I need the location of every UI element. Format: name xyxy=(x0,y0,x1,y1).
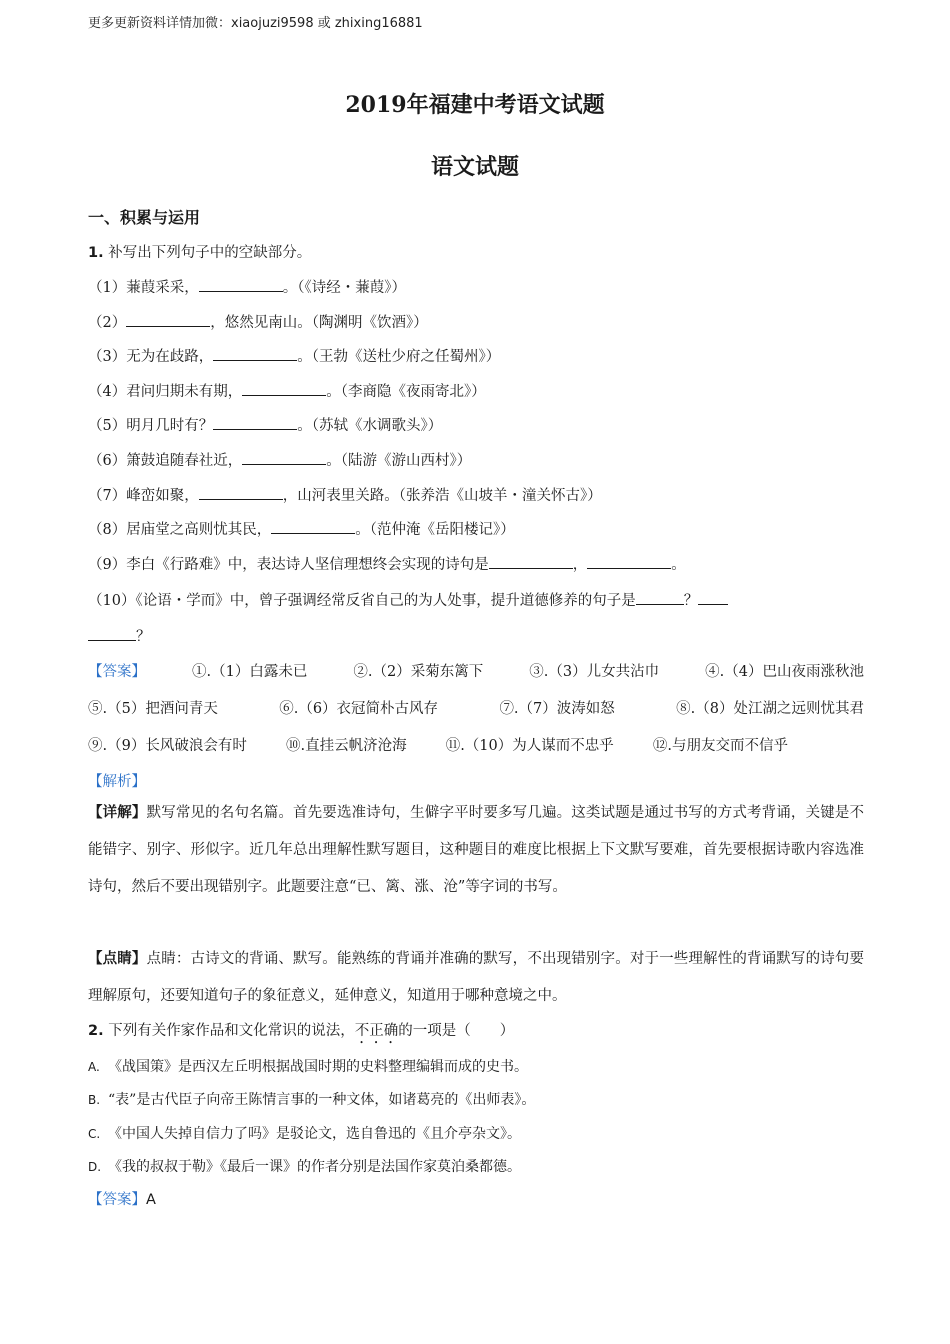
q1-item-10-cont xyxy=(88,625,151,646)
q1-item-4 xyxy=(88,380,486,401)
q1-item-8 xyxy=(88,518,515,539)
option-label: B. xyxy=(88,1093,101,1107)
option-c xyxy=(88,1123,521,1143)
item-source: ，山河表里关路。（张养浩《山坡羊・潼关怀古》） xyxy=(282,488,602,504)
item-source: ，悠然见南山。（陶渊明《饮酒》） xyxy=(210,315,428,331)
answer-item: ⑩.直挂云帆济沧海 xyxy=(285,738,407,754)
item-source: 。（范仲淹《岳阳楼记》） xyxy=(355,522,515,538)
answer-blank xyxy=(698,590,728,605)
answer-blank xyxy=(88,626,136,641)
item-source: 。（李商隐《夜雨寄北》） xyxy=(326,384,486,400)
option-text: 《中国人失掉自信力了吗》是驳论文，选自鲁迅的《且介亭杂文》。 xyxy=(108,1126,521,1142)
item-text: （1）蒹葭采采， xyxy=(88,280,199,296)
q1-item-5 xyxy=(88,414,442,435)
item-text: （2） xyxy=(88,315,127,331)
item-end: 。 xyxy=(671,557,686,573)
tip-tag: 【点睛】 xyxy=(88,950,147,967)
answer-blank xyxy=(271,519,355,534)
answer-blank xyxy=(489,554,573,569)
option-label: C. xyxy=(88,1127,101,1141)
q1-item-9 xyxy=(88,553,686,574)
item-separator: ？ xyxy=(683,593,699,609)
q2-answer xyxy=(88,1188,156,1209)
answer-row-3 xyxy=(88,734,788,755)
detail-paragraph xyxy=(88,794,864,906)
answer-item: ④.（4）巴山夜雨涨秋池 xyxy=(705,664,864,680)
answer-item: ⑧.（8）处江湖之远则忧其君 xyxy=(676,701,864,717)
answer-row-1 xyxy=(88,660,864,681)
answer-tag: 【答案】 xyxy=(88,1192,146,1208)
answer-row-2 xyxy=(88,697,864,718)
answer-item: ⑨.（9）长风破浪会有时 xyxy=(88,738,247,754)
item-text: （6）箫鼓追随春社近， xyxy=(88,453,243,469)
answer-blank xyxy=(636,590,684,605)
answer-blank xyxy=(587,554,671,569)
question-number: 2. xyxy=(88,1023,104,1039)
option-text: 《战国策》是西汉左丘明根据战国时期的史料整理编辑而成的史书。 xyxy=(108,1059,528,1075)
answer-item: ③.（3）儿女共沾巾 xyxy=(529,664,660,680)
option-label: D. xyxy=(88,1160,102,1174)
item-end: ？ xyxy=(136,629,151,645)
item-text: （4）君问归期未有期， xyxy=(88,384,243,400)
answer-blank xyxy=(199,485,283,500)
answer-blank xyxy=(199,277,283,292)
item-source: 。（苏轼《水调歌头》） xyxy=(297,418,443,434)
answer-blank xyxy=(126,312,210,327)
item-source: 。（陆游《游山西村》） xyxy=(326,453,472,469)
answer-item: ⑫.与朋友交而不信乎 xyxy=(652,738,788,754)
answer-item: ⑪.（10）为人谋而不忠乎 xyxy=(445,738,614,754)
answer-tag: 【答案】 xyxy=(88,664,146,680)
question-text: 补写出下列句子中的空缺部分。 xyxy=(108,245,312,261)
item-source: 。（王勃《送杜少府之任蜀州》） xyxy=(297,349,501,365)
q1-item-10 xyxy=(88,589,728,610)
q1-item-2 xyxy=(88,311,428,332)
page-header: 更多更新资料详情加微：xiaojuzi9598 或 zhixing16881 xyxy=(88,16,423,31)
answer-item: ⑤.（5）把酒问青天 xyxy=(88,701,218,717)
item-text: （5）明月几时有？ xyxy=(88,418,214,434)
answer-value: A xyxy=(146,1192,156,1208)
option-text: 《我的叔叔于勒》《最后一课》的作者分别是法国作家莫泊桑都德。 xyxy=(108,1159,521,1175)
option-a xyxy=(88,1056,528,1076)
item-text: （9）李白《行路难》中，表达诗人坚信理想终会实现的诗句是 xyxy=(88,557,489,573)
question-number: 1. xyxy=(88,245,104,261)
answer-blank xyxy=(213,346,297,361)
question-text-end: 的一项是（ ） xyxy=(398,1023,515,1039)
item-text: （8）居庙堂之高则忧其民， xyxy=(88,522,272,538)
answer-item: ⑦.（7）波涛如怒 xyxy=(499,701,615,717)
emphasis-text: 不正确 xyxy=(354,1023,399,1039)
detail-text: 默写常见的名句名篇。首先要选准诗句，生僻字平时要多写几遍。这类试题是通过书写的方式考背诵，关键是不能错字、别字、形似字。近几年总出理解性默写题目，这种题目的难度比根据上下文默写要难，首先要根据诗歌内容选准诗句，然后不要出现错别字。此题要注意“已、篱、涨、沧”等字词的书写。 xyxy=(88,805,864,895)
item-separator: ， xyxy=(572,557,588,573)
tip-paragraph xyxy=(88,940,864,1015)
item-text: （10）《论语・学而》中，曾子强调经常反省自己的为人处事，提升道德修养的句子是 xyxy=(88,593,636,609)
q1-item-1 xyxy=(88,276,406,297)
item-source: 。（《诗经・蒹葭》） xyxy=(282,280,406,296)
answer-item: ⑥.（6）衣冠简朴古风存 xyxy=(279,701,439,717)
item-text: （3）无为在歧路， xyxy=(88,349,214,365)
document-subtitle: 语文试题 xyxy=(430,154,519,180)
q1-item-3 xyxy=(88,345,500,366)
analysis-tag: 【解析】 xyxy=(88,774,146,790)
answer-item: ②.（2）采菊东篱下 xyxy=(353,664,484,680)
answer-blank xyxy=(242,381,326,396)
tip-text: 点睛：古诗文的背诵、默写。能熟练的背诵并准确的默写，不出现错别字。对于一些理解性的背诵默写的诗句要理解原句，还要知道句子的象征意义，延伸意义，知道用于哪种意境之中。 xyxy=(88,951,864,1004)
option-d xyxy=(88,1156,521,1176)
document-title: 2019年福建中考语文试题 xyxy=(345,92,605,118)
answer-blank xyxy=(213,415,297,430)
detail-tag: 【详解】 xyxy=(88,804,147,821)
answer-blank xyxy=(242,450,326,465)
q1-item-6 xyxy=(88,449,471,470)
option-text: “表”是古代臣子向帝王陈情言事的一种文体，如诸葛亮的《出师表》。 xyxy=(108,1092,536,1108)
item-text: （7）峰峦如聚， xyxy=(88,488,199,504)
question-text: 下列有关作家作品和文化常识的说法， xyxy=(108,1023,355,1039)
question-2-stem xyxy=(88,1019,514,1047)
section-heading: 一、积累与运用 xyxy=(88,208,201,227)
answer-item: ①.（1）白露未已 xyxy=(192,664,308,680)
option-label: A. xyxy=(88,1060,100,1074)
q1-item-7 xyxy=(88,484,602,505)
question-1-stem xyxy=(88,241,311,262)
option-b xyxy=(88,1089,535,1109)
